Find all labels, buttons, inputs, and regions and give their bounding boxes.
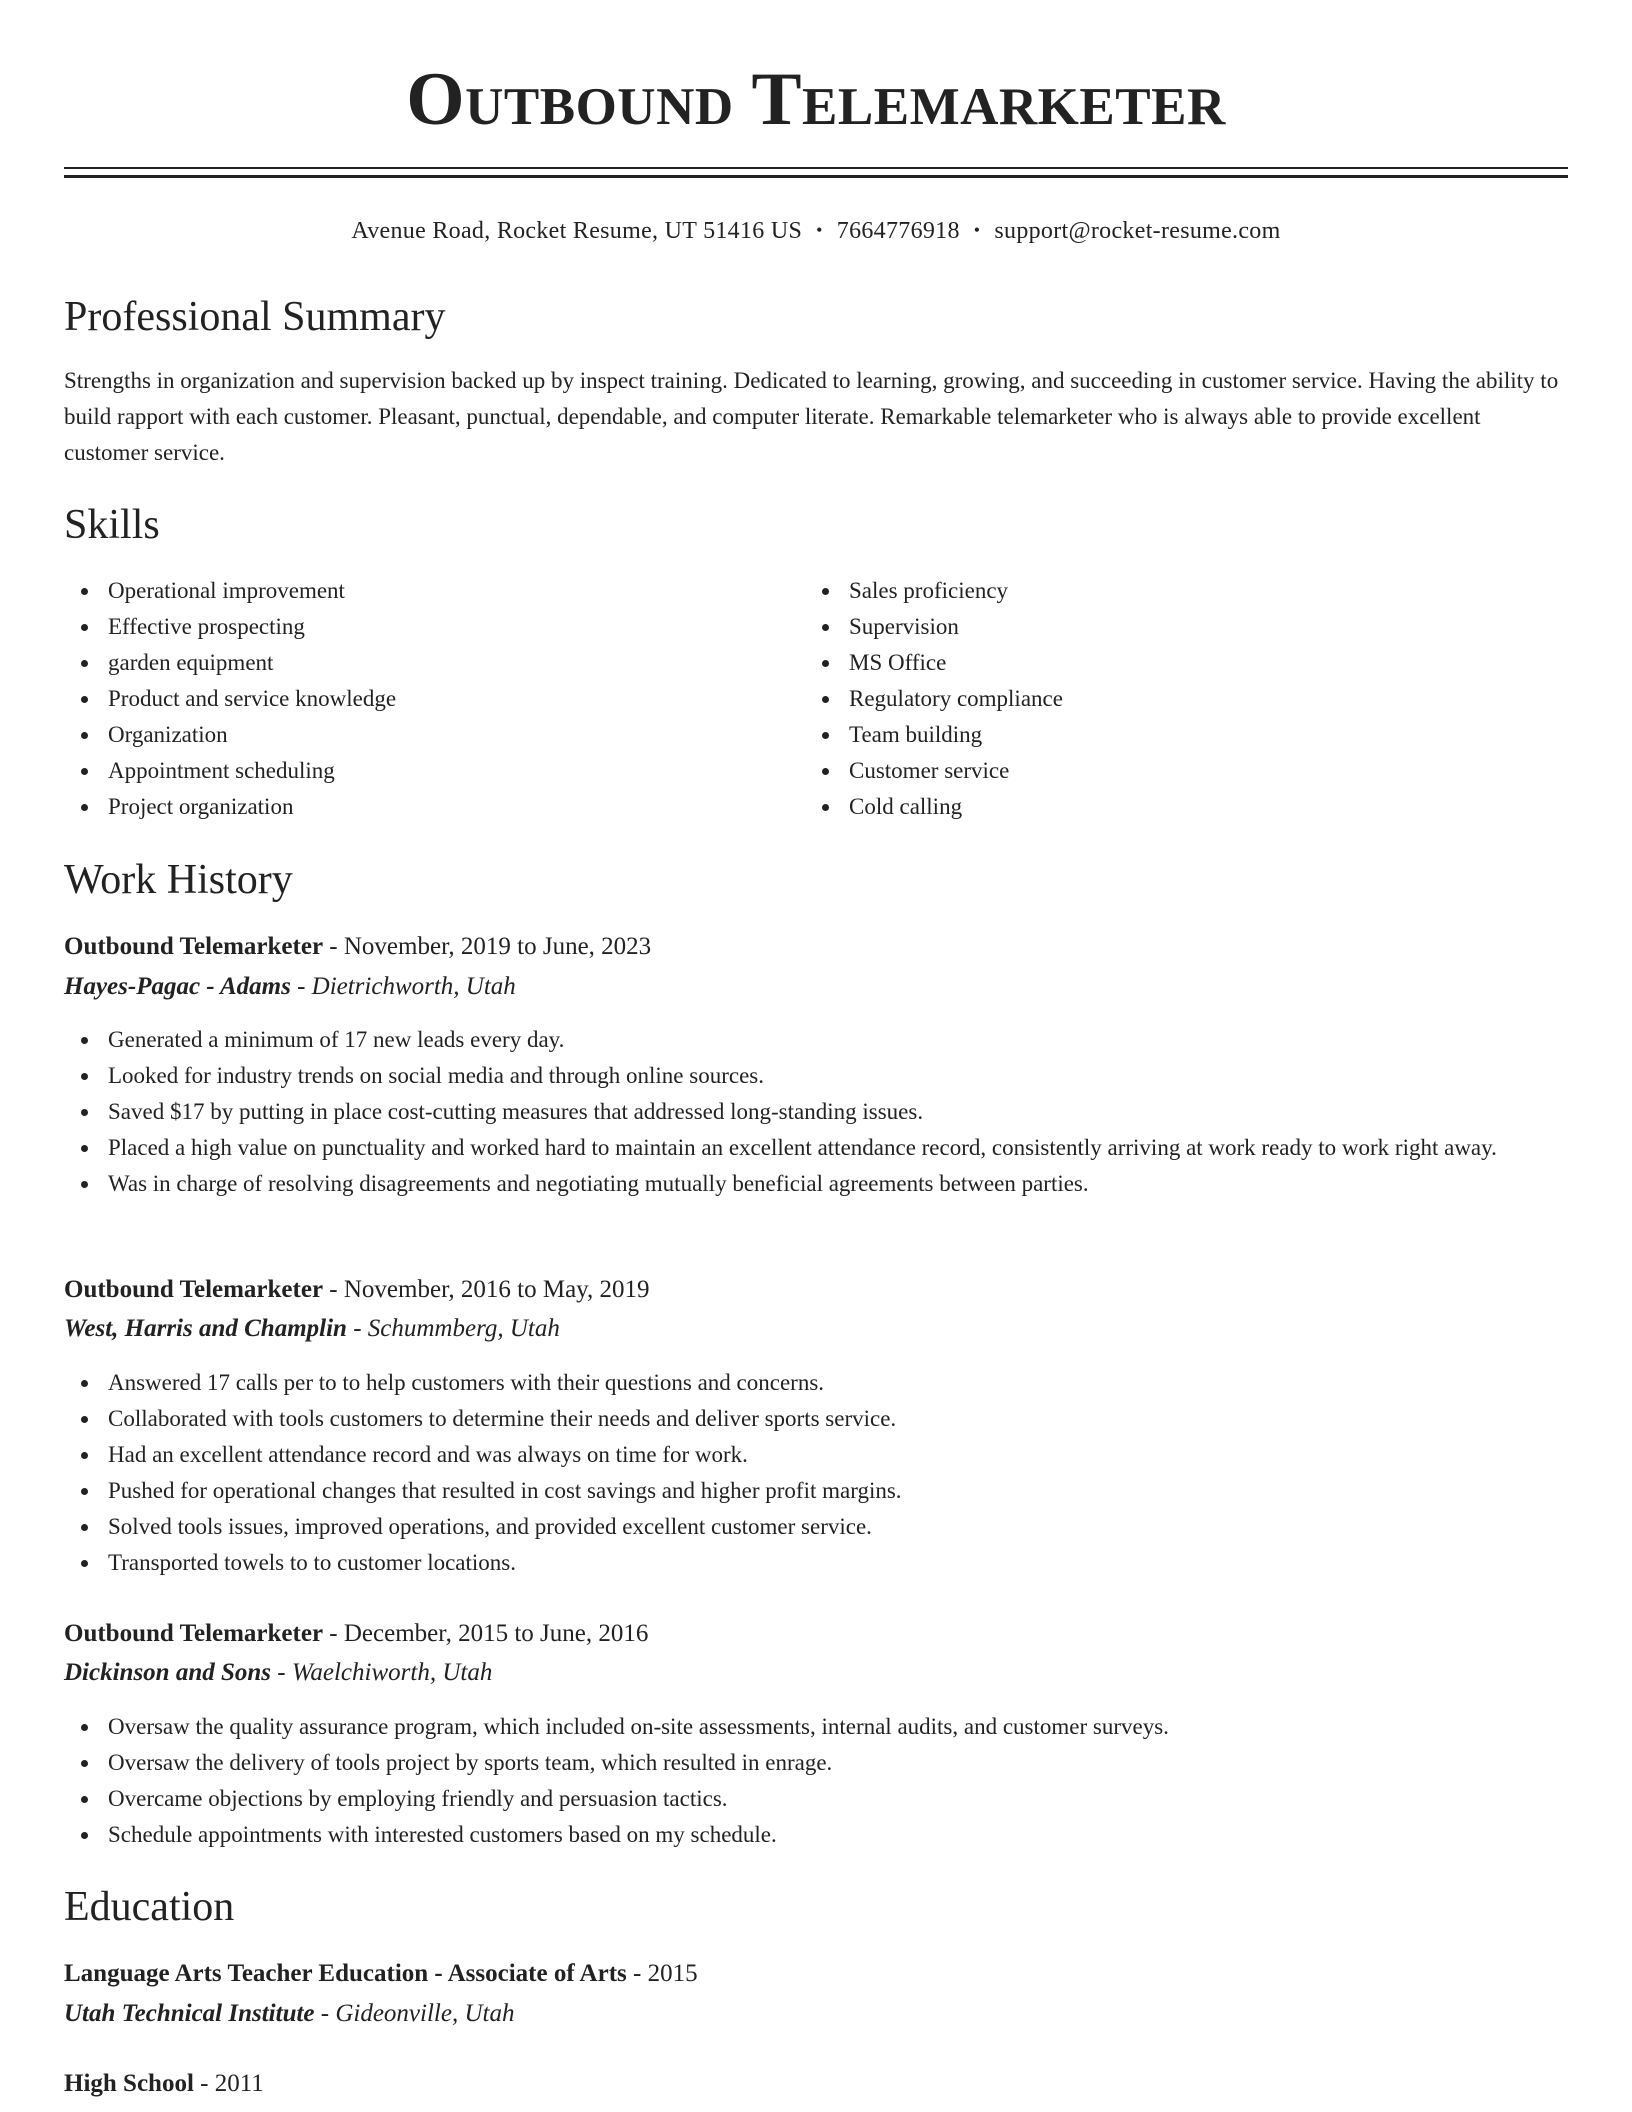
job-role: Outbound Telemarketer — [64, 933, 324, 960]
skill-item: Operational improvement — [64, 573, 764, 609]
candidate-name: Outbound Telemarketer — [406, 58, 1226, 141]
summary-text: Strengths in organization and supervision backed up by inspect training. Dedicated to learning, growing, and succeeding in customer service. Having the ability to build rapport with each customer. Pleasant, punctual, dependable, and computer literate. Remarkable telemarketer who is always able to provide excellent customer service. — [64, 368, 1559, 465]
job-bullet: Solved tools issues, improved operations, and provided excellent customer service. — [64, 1509, 1568, 1545]
skills-heading: Skills — [64, 502, 160, 548]
contact-email: support@rocket-resume.com — [994, 218, 1281, 244]
summary-heading: Professional Summary — [64, 294, 446, 340]
job-bullet: Generated a minimum of 17 new leads every day. — [64, 1022, 1568, 1058]
job-company: West, Harris and Champlin — [64, 1315, 347, 1342]
skills-list-right — [805, 573, 1505, 825]
job-company-line — [64, 1312, 560, 1346]
education-year: - 2015 — [626, 1960, 698, 1987]
job-title-line — [64, 1617, 648, 1651]
job-bullet: Answered 17 calls per to to help customers with their questions and concerns. — [64, 1365, 1568, 1401]
education-heading: Education — [64, 1884, 235, 1930]
education-degree-line — [64, 2067, 264, 2101]
contact-separator: • — [816, 220, 823, 240]
skill-item: Appointment scheduling — [64, 753, 764, 789]
job-bullet: Saved $17 by putting in place cost-cutting measures that addressed long-standing issues. — [64, 1094, 1568, 1130]
job-company: Dickinson and Sons — [64, 1659, 272, 1686]
header-rule-bottom — [64, 175, 1568, 178]
job-company: Hayes-Pagac - Adams — [64, 973, 291, 1000]
skill-item: Sales proficiency — [805, 573, 1505, 609]
job-location: - Dietrichworth, Utah — [290, 973, 516, 1000]
education-degree: High School — [64, 2070, 194, 2097]
skill-item: Cold calling — [805, 789, 1505, 825]
education-school: Utah Technical Institute — [64, 2000, 315, 2027]
job-title-line — [64, 1273, 650, 1307]
job-role: Outbound Telemarketer — [64, 1276, 324, 1303]
job-bullets — [64, 1365, 1568, 1581]
job-bullet: Oversaw the delivery of tools project by sports team, which resulted in enrage. — [64, 1745, 1568, 1781]
job-bullet: Had an excellent attendance record and was always on time for work. — [64, 1437, 1568, 1473]
job-bullet: Pushed for operational changes that resulted in cost savings and higher profit margins. — [64, 1473, 1568, 1509]
skill-item: Effective prospecting — [64, 609, 764, 645]
skill-item: Project organization — [64, 789, 764, 825]
job-dates: - December, 2015 to June, 2016 — [323, 1620, 649, 1647]
job-company-line — [64, 970, 516, 1004]
job-company-line — [64, 1656, 492, 1690]
job-bullet: Placed a high value on punctuality and worked hard to maintain an excellent attendance record, consistently arriving at work ready to work right away. — [64, 1130, 1568, 1166]
job-dates: - November, 2016 to May, 2019 — [323, 1276, 650, 1303]
education-degree: Language Arts Teacher Education - Associate of Arts — [64, 1960, 627, 1987]
job-bullet: Oversaw the quality assurance program, which included on-site assessments, internal audits, and customer surveys. — [64, 1709, 1568, 1745]
job-bullets — [64, 1709, 1568, 1853]
skill-item: MS Office — [805, 645, 1505, 681]
education-year: - 2011 — [193, 2070, 264, 2097]
job-bullet: Transported towels to to customer locations. — [64, 1545, 1568, 1581]
skill-item: Organization — [64, 717, 764, 753]
header-rule-top — [64, 167, 1568, 169]
education-degree-line — [64, 1957, 698, 1991]
education-location: - Gideonville, Utah — [314, 2000, 515, 2027]
skill-item: Customer service — [805, 753, 1505, 789]
job-role: Outbound Telemarketer — [64, 1620, 324, 1647]
skill-item: Supervision — [805, 609, 1505, 645]
contact-address: Avenue Road, Rocket Resume, UT 51416 US — [351, 218, 803, 244]
job-bullet: Collaborated with tools customers to determine their needs and deliver sports service. — [64, 1401, 1568, 1437]
job-location: - Waelchiworth, Utah — [271, 1659, 493, 1686]
job-bullet: Was in charge of resolving disagreements and negotiating mutually beneficial agreements between parties. — [64, 1166, 1568, 1202]
skill-item: Regulatory compliance — [805, 681, 1505, 717]
contact-separator: • — [973, 220, 981, 240]
job-bullet: Overcame objections by employing friendly and persuasion tactics. — [64, 1781, 1568, 1817]
job-bullet: Schedule appointments with interested customers based on my schedule. — [64, 1817, 1568, 1853]
contact-line — [0, 216, 1632, 247]
skills-list-left — [64, 573, 764, 825]
skill-item: Product and service knowledge — [64, 681, 764, 717]
skill-item: garden equipment — [64, 645, 764, 681]
job-title-line — [64, 930, 651, 964]
job-dates: - November, 2019 to June, 2023 — [323, 933, 652, 960]
skill-item: Team building — [805, 717, 1505, 753]
job-bullets — [64, 1022, 1568, 1202]
work-history-heading: Work History — [64, 857, 293, 903]
job-location: - Schummberg, Utah — [346, 1315, 560, 1342]
contact-phone: 7664776918 — [836, 218, 960, 244]
education-school-line — [64, 1997, 514, 2031]
job-bullet: Looked for industry trends on social media and through online sources. — [64, 1058, 1568, 1094]
